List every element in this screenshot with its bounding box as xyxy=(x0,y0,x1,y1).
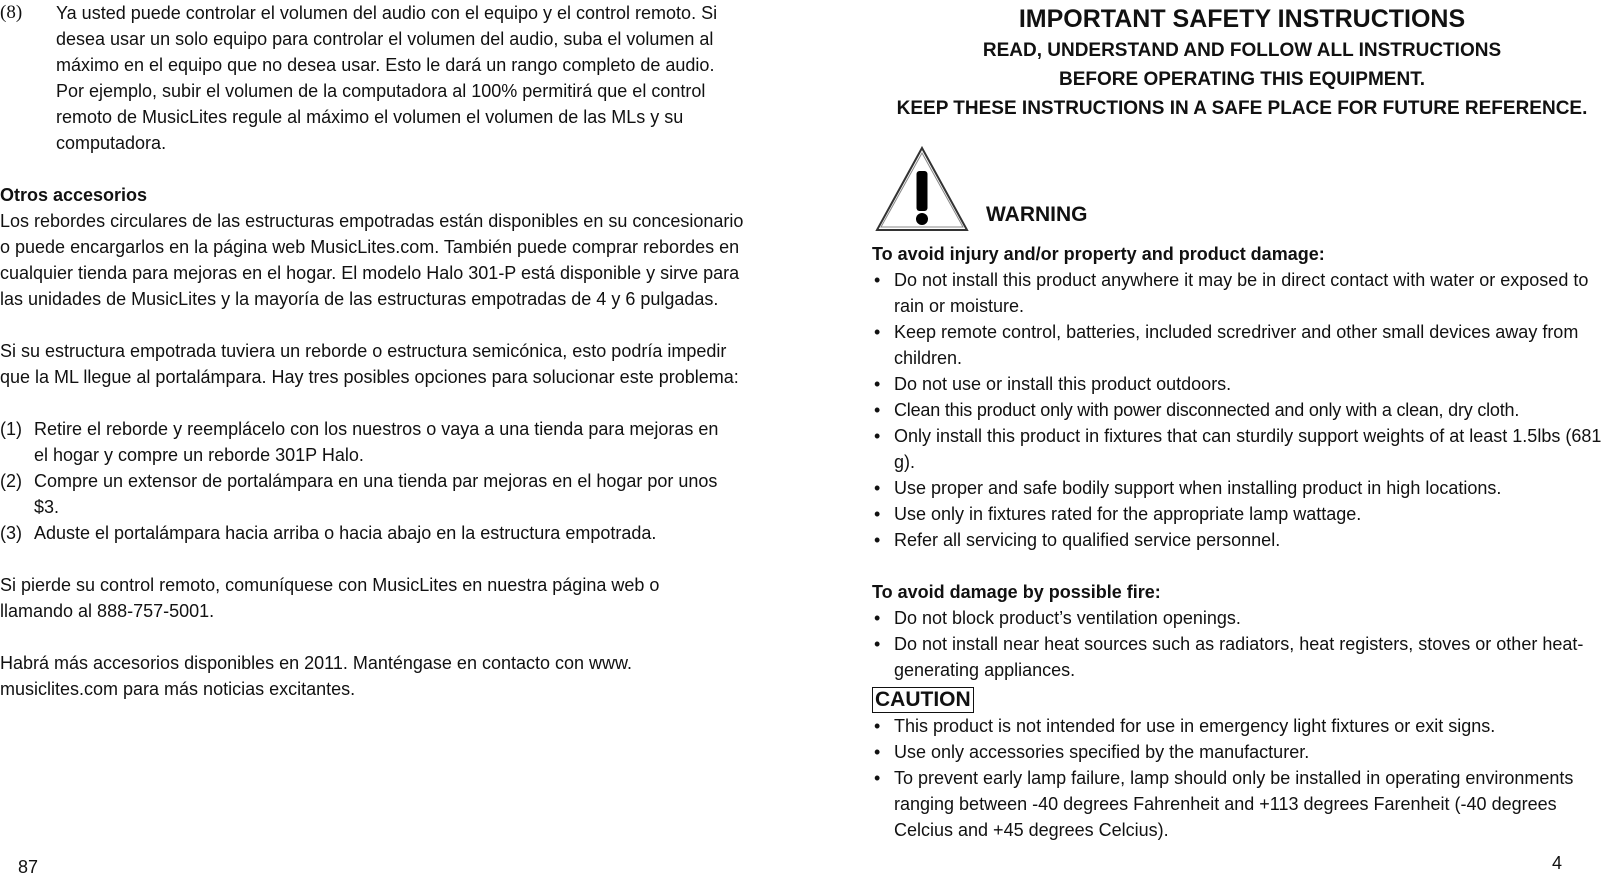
injury-item xyxy=(872,267,1612,319)
injury-item-text: Keep remote control, batteries, included scredriver and other small devices away from children. xyxy=(894,322,1579,368)
otros-accesorios-heading: Otros accesorios xyxy=(0,185,148,205)
remote-text: Si pierde su control remoto, comuníquese con MusicLites en nuestra página web o llamando al 888-757-5001. xyxy=(0,575,660,621)
caution-item-text: To prevent early lamp failure, lamp should only be installed in operating environments ranging between -40 degrees Fahrenheit and +113 degrees Farenheit (-40 degrees Celcius and +45 degrees Celcius). xyxy=(894,768,1574,840)
fire-item xyxy=(872,631,1612,683)
subtitle-2: BEFORE OPERATING THIS EQUIPMENT. xyxy=(1059,69,1425,90)
subtitle-3: KEEP THESE INSTRUCTIONS IN A SAFE PLACE FOR FUTURE REFERENCE. xyxy=(896,98,1588,119)
bullet-marker: • xyxy=(874,478,881,498)
item-8-text: Ya usted puede controlar el volumen del audio con el equipo y el control remoto. Si desea usar un solo equipo para controlar el volumen del audio, suba el volumen al máximo en el equipo que no desea usar. Esto le dará un rango completo de audio. Por ejemplo, subir el volumen de la computadora al 100% permitirá que el control remoto de MusicLites regule al máximo el volumen el volumen de las MLs y su computadora. xyxy=(56,3,718,153)
option-1 xyxy=(0,416,734,468)
injury-item-text: Only install this product in fixtures that can sturdily support weights of at least 1.5lbs (681 g). xyxy=(894,426,1602,472)
caution-item xyxy=(872,739,1612,765)
accessories-text: Habrá más accesorios disponibles en 2011. Manténgase en contacto con www. musiclites.com para más noticias excitantes. xyxy=(0,653,633,699)
fire-item-text: Do not install near heat sources such as radiators, heat registers, stoves or other heat-generating appliances. xyxy=(894,634,1584,680)
warning-label: WARNING xyxy=(986,203,1088,226)
fire-heading: To avoid damage by possible fire: xyxy=(872,582,1161,602)
bullet-marker: • xyxy=(874,608,881,628)
caution-item xyxy=(872,765,1574,843)
option-3-text: Aduste el portalámpara hacia arriba o hacia abajo en la estructura empotrada. xyxy=(34,523,657,543)
option-2-text: Compre un extensor de portalámpara en una tienda par mejoras en el hogar por unos $3. xyxy=(34,471,718,517)
item-8-marker: (8) xyxy=(0,2,23,23)
warning-triangle-icon xyxy=(874,145,970,233)
right-page xyxy=(872,0,1612,884)
bullet-marker: • xyxy=(874,716,881,736)
caution-item-text: This product is not intended for use in emergency light fixtures or exit signs. xyxy=(894,716,1496,736)
injury-item-text: Use proper and safe bodily support when installing product in high locations. xyxy=(894,478,1502,498)
subtitle-1: READ, UNDERSTAND AND FOLLOW ALL INSTRUCTIONS xyxy=(982,40,1502,61)
injury-heading: To avoid injury and/or property and product damage: xyxy=(872,244,1325,264)
caution-item-text: Use only accessories specified by the manufacturer. xyxy=(894,742,1310,762)
injury-item xyxy=(872,475,1612,501)
page-number-right: 4 xyxy=(1552,853,1563,873)
semiconica-text: Si su estructura empotrada tuviera un reborde o estructura semicónica, esto podría impedir que la ML llegue al portalámpara. Hay tres posibles opciones para solucionar este problema: xyxy=(0,341,739,387)
bullet-marker: • xyxy=(874,400,881,420)
option-1-marker: (1) xyxy=(0,419,22,439)
page-number-left: 87 xyxy=(18,857,39,877)
option-3-marker: (3) xyxy=(0,523,22,543)
injury-item-text: Clean this product only with power disconnected and only with a clean, dry cloth. xyxy=(894,400,1520,420)
injury-item xyxy=(872,319,1612,371)
injury-item xyxy=(872,397,1612,423)
bullet-marker: • xyxy=(874,504,881,524)
bullet-marker: • xyxy=(874,768,881,788)
page-title: IMPORTANT SAFETY INSTRUCTIONS xyxy=(1018,5,1466,33)
item-8 xyxy=(0,0,780,156)
caution-label: CAUTION xyxy=(872,687,974,713)
bullet-marker: • xyxy=(874,426,881,446)
injury-item xyxy=(872,501,1612,527)
caution-item xyxy=(872,713,1612,739)
bullet-marker: • xyxy=(874,530,881,550)
bullet-marker: • xyxy=(874,742,881,762)
title-block xyxy=(872,2,1612,123)
bullet-marker: • xyxy=(874,270,881,290)
injury-item xyxy=(872,371,1612,397)
bullet-marker: • xyxy=(874,322,881,342)
injury-item-text: Refer all servicing to qualified service personnel. xyxy=(894,530,1281,550)
left-page xyxy=(0,0,780,884)
fire-item xyxy=(872,605,1612,631)
otros-accesorios-text: Los rebordes circulares de las estructuras empotradas están disponibles en su concesionario o puede encargarlos en la página web MusicLites.com. También puede comprar rebordes en cualquier tienda para mejoras en el hogar. El modelo Halo 301-P está disponible y sirve para las unidades de MusicLites y la mayoría de las estructuras empotradas de 4 y 6 pulgadas. xyxy=(0,211,744,309)
fire-item-text: Do not block product’s ventilation openings. xyxy=(894,608,1241,628)
bullet-marker: • xyxy=(874,634,881,654)
option-3 xyxy=(0,520,754,546)
option-1-text: Retire el reborde y reemplácelo con los nuestros o vaya a una tienda para mejoras en el hogar y compre un reborde 301P Halo. xyxy=(34,419,719,465)
injury-item-text: Do not install this product anywhere it may be in direct contact with water or exposed to rain or moisture. xyxy=(894,270,1589,316)
option-2-marker: (2) xyxy=(0,471,22,491)
injury-item-text: Do not use or install this product outdoors. xyxy=(894,374,1232,394)
option-2 xyxy=(0,468,734,520)
warning-row xyxy=(872,145,1612,245)
injury-item-text: Use only in fixtures rated for the appropriate lamp wattage. xyxy=(894,504,1362,524)
injury-item xyxy=(872,527,1612,553)
bullet-marker: • xyxy=(874,374,881,394)
injury-item xyxy=(872,423,1612,475)
